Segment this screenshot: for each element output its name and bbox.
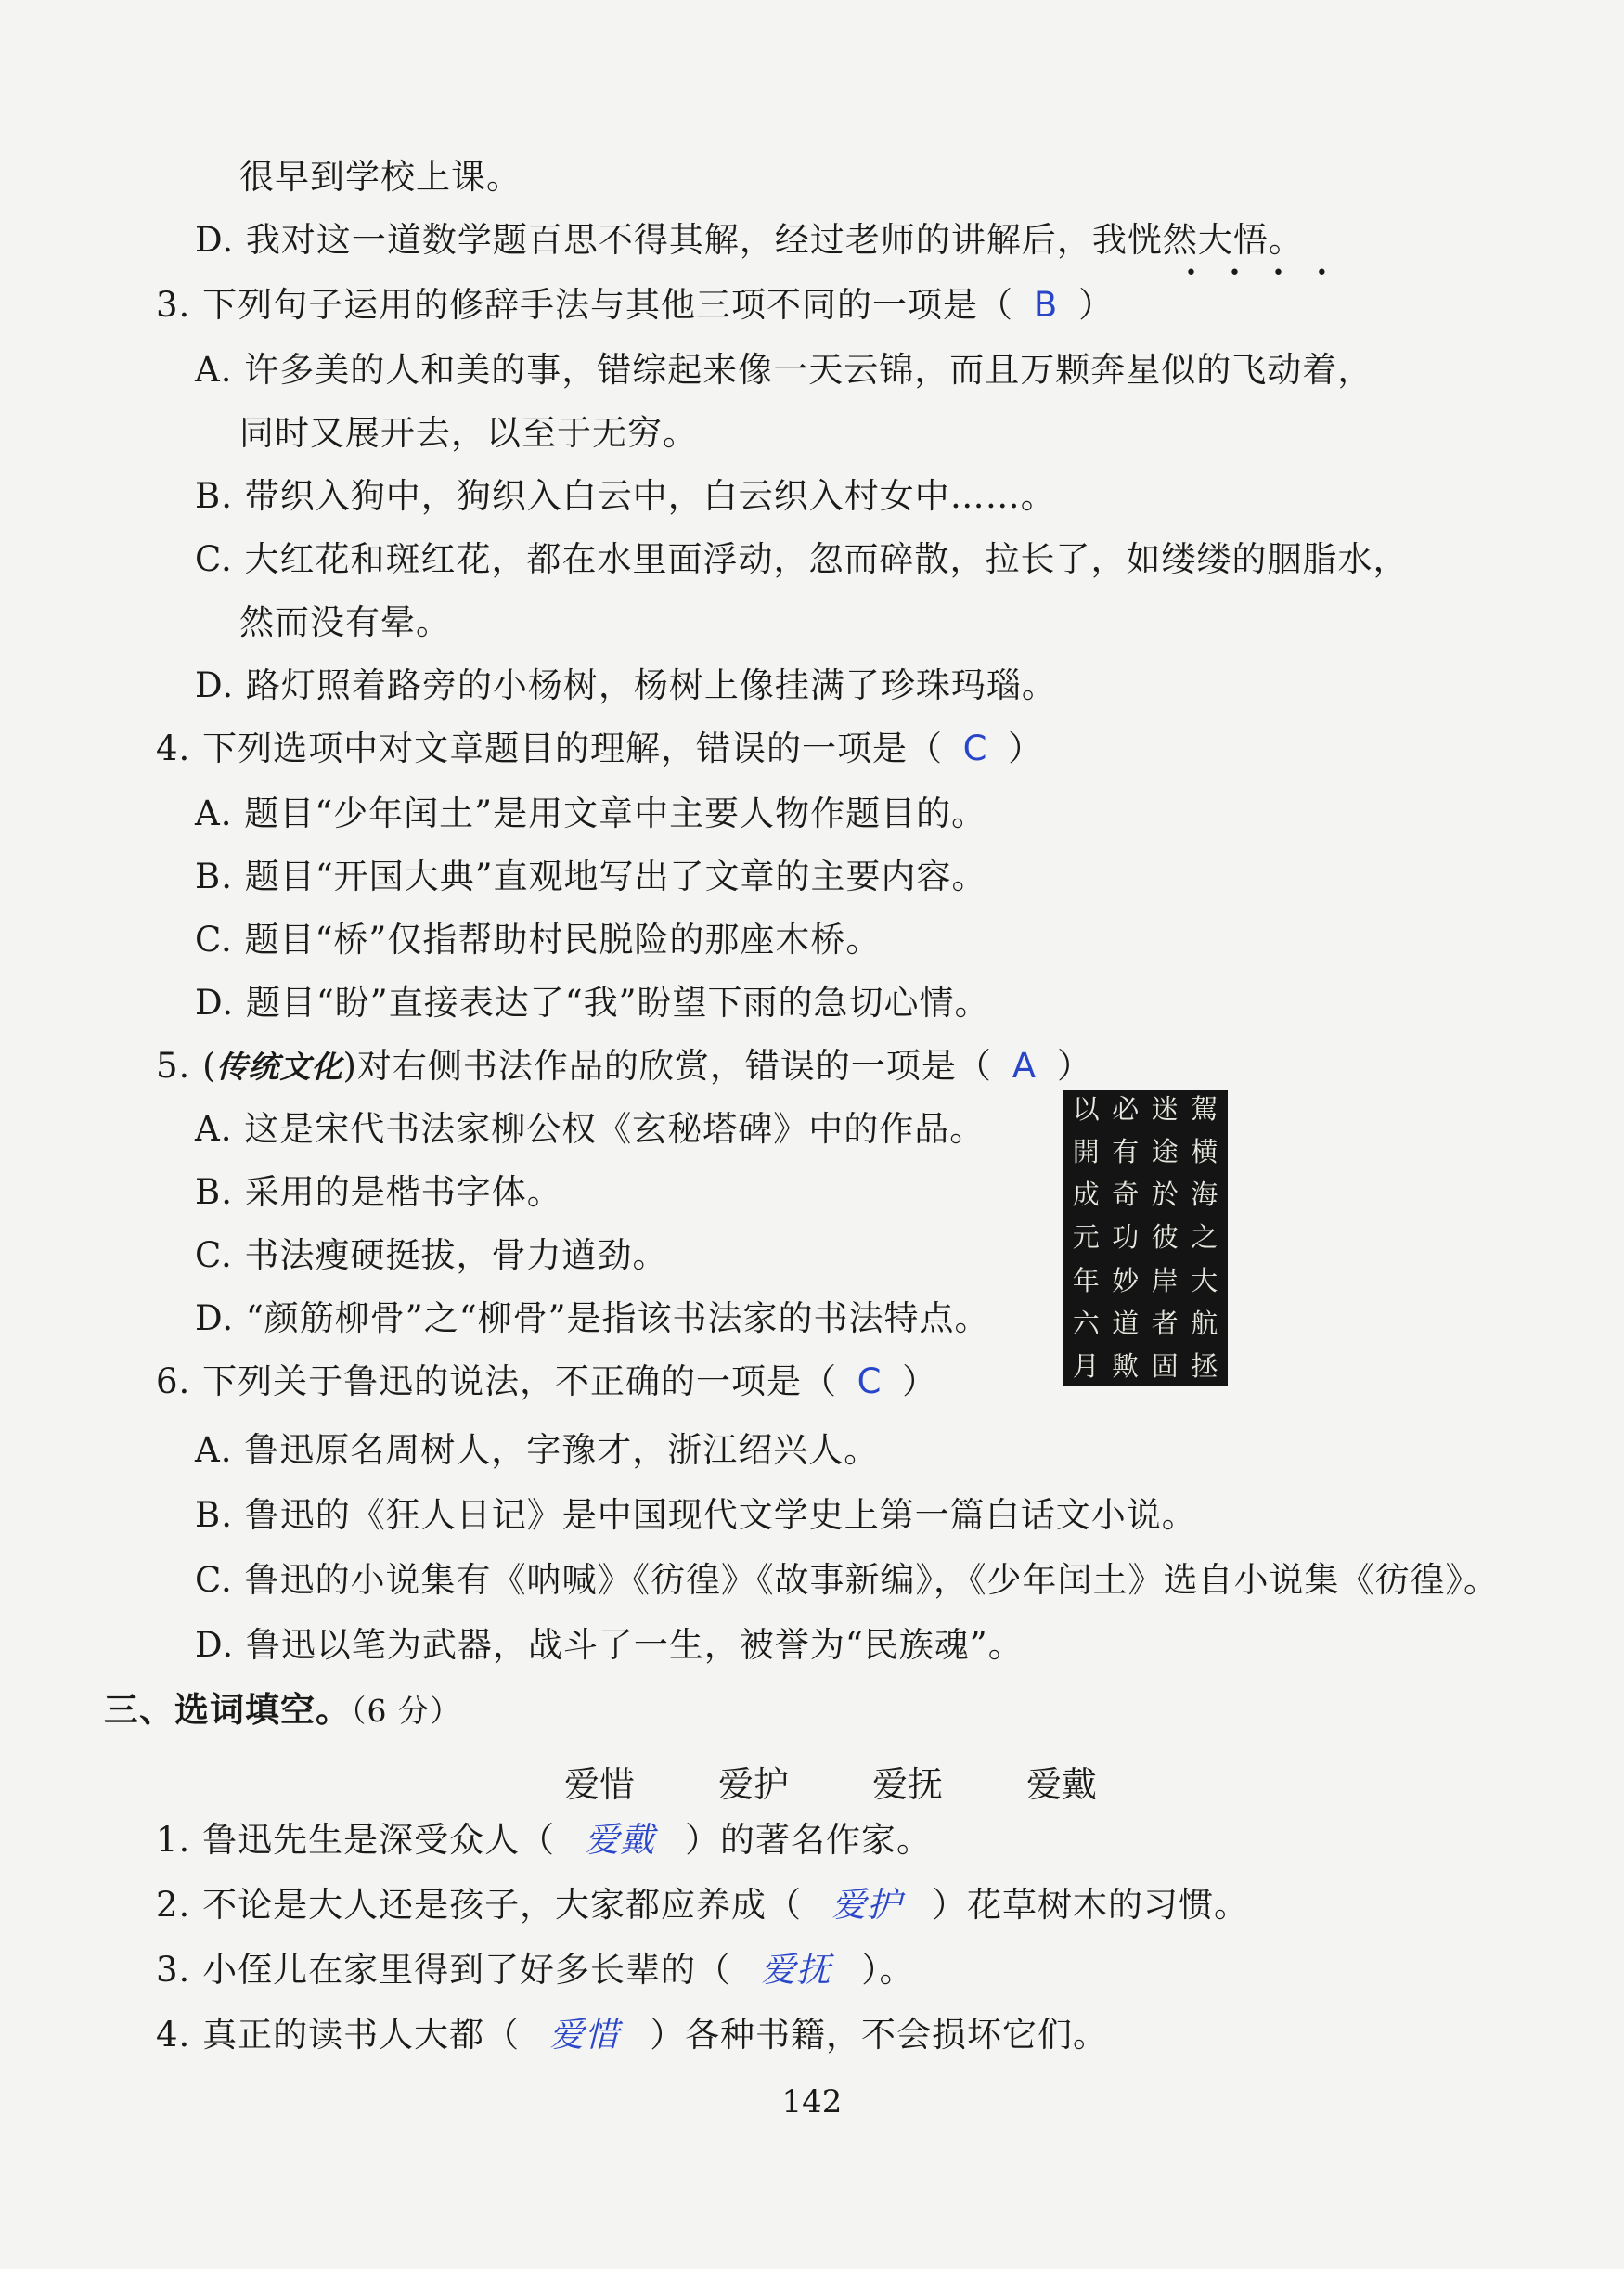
calligraphy-glyph: 者	[1151, 1307, 1179, 1339]
calligraphy-glyph: 於	[1151, 1179, 1179, 1211]
option-d: D. 鲁迅以笔为武器，战斗了一生，被誉为“民族魂”。	[195, 1625, 1024, 1665]
calligraphy-glyph: 有	[1112, 1136, 1140, 1168]
option-c: C. 书法瘦硬挺拔，骨力遒劲。	[195, 1235, 668, 1275]
option-a: A. 这是宋代书法家柳公权《玄秘塔碑》中的作品。	[195, 1109, 986, 1149]
option-a: A. 许多美的人和美的事，错综起来像一天云锦，而且万颗奔星似的飞动着，	[195, 350, 1373, 390]
option-c: C. 鲁迅的小说集有《呐喊》《彷徨》《故事新编》，《少年闰土》选自小说集《彷徨》。	[195, 1560, 1500, 1600]
calligraphy-glyph: 岸	[1151, 1264, 1179, 1296]
filled-answer: 爱抚	[761, 1950, 832, 1990]
option-a: A. 题目“少年闰土”是用文章中主要人物作题目的。	[195, 793, 987, 833]
option-c-cont: 然而没有晕。	[239, 602, 451, 642]
option-c: C. 题目“桥”仅指帮助村民脱险的那座木桥。	[195, 920, 882, 960]
option-b: B. 题目“开国大典”直观地写出了文章的主要内容。	[195, 857, 987, 896]
topic-tag: 传统文化	[216, 1049, 343, 1085]
calligraphy-glyph: 之	[1191, 1221, 1218, 1254]
calligraphy-glyph: 途	[1151, 1136, 1179, 1168]
option-d: D. 路灯照着路旁的小杨树，杨树上像挂满了珍珠玛瑙。	[195, 665, 1057, 705]
calligraphy-glyph: 海	[1191, 1179, 1218, 1211]
calligraphy-glyph: 必	[1112, 1093, 1140, 1125]
option-b: B. 采用的是楷书字体。	[195, 1172, 562, 1212]
fill-item-2: 2. 不论是大人还是孩子，大家都应养成（ 爱护 ）花草树木的习惯。	[156, 1885, 1250, 1925]
calligraphy-glyph: 彼	[1151, 1221, 1179, 1254]
word-bank	[0, 1756, 1624, 1807]
calligraphy-glyph: 迷	[1151, 1093, 1179, 1125]
text-line: D. 我对这一道数学题百思不得其解，经过老师的讲解后，我恍然大悟。	[195, 220, 1304, 260]
word-option: 爱惜	[563, 1764, 635, 1805]
calligraphy-glyph: 奇	[1112, 1179, 1140, 1211]
filled-answer: 爱护	[831, 1885, 903, 1925]
question-3: 3. 下列句子运用的修辞手法与其他三项不同的一项是（ B ）	[156, 285, 1115, 325]
calligraphy-glyph: 航	[1191, 1307, 1218, 1339]
answer-mark: C	[962, 728, 988, 768]
option-b: B. 带织入狗中，狗织入白云中，白云织入村女中……。	[195, 476, 1056, 516]
answer-mark: C	[857, 1361, 883, 1401]
calligraphy-glyph: 歟	[1112, 1349, 1140, 1382]
word-option: 爱护	[717, 1764, 789, 1805]
option-a-cont: 同时又展开去，以至于无穷。	[239, 413, 698, 453]
filled-answer: 爱惜	[549, 2015, 621, 2055]
answer-mark: B	[1033, 285, 1059, 325]
calligraphy-glyph: 道	[1112, 1307, 1140, 1339]
option-d: D. 题目“盼”直接表达了“我”盼望下雨的急切心情。	[195, 983, 990, 1023]
word-option: 爱抚	[872, 1764, 944, 1805]
calligraphy-glyph: 駕	[1191, 1093, 1218, 1125]
calligraphy-column-4	[1072, 1093, 1100, 1382]
fill-item-1: 1. 鲁迅先生是深受众人（ 爱戴 ）的著名作家。	[156, 1820, 933, 1860]
fill-item-3: 3. 小侄儿在家里得到了好多长辈的（ 爱抚 ）。	[156, 1950, 915, 1990]
calligraphy-glyph: 横	[1191, 1136, 1218, 1168]
calligraphy-column-2	[1151, 1093, 1179, 1382]
option-d: D. “颜筋柳骨”之“柳骨”是指该书法家的书法特点。	[195, 1298, 990, 1338]
calligraphy-column-3	[1112, 1093, 1140, 1382]
calligraphy-glyph: 拯	[1191, 1349, 1218, 1382]
calligraphy-image	[1063, 1090, 1228, 1386]
calligraphy-column-1	[1191, 1093, 1218, 1382]
question-5: 5. (传统文化)对右侧书法作品的欣赏，错误的一项是（ A ）	[156, 1046, 1092, 1086]
calligraphy-glyph: 月	[1072, 1349, 1100, 1382]
option-c: C. 大红花和斑红花，都在水里面浮动，忽而碎散，拉长了，如缕缕的胭脂水，	[195, 539, 1409, 579]
calligraphy-glyph: 六	[1072, 1307, 1100, 1339]
option-a: A. 鲁迅原名周树人，字豫才，浙江绍兴人。	[195, 1430, 880, 1470]
question-6: 6. 下列关于鲁迅的说法，不正确的一项是（ C ）	[156, 1361, 938, 1401]
text-line: 很早到学校上课。	[239, 157, 522, 197]
calligraphy-glyph: 以	[1072, 1093, 1100, 1125]
option-b: B. 鲁迅的《狂人日记》是中国现代文学史上第一篇白话文小说。	[195, 1495, 1197, 1535]
calligraphy-glyph: 固	[1151, 1349, 1179, 1382]
calligraphy-glyph: 妙	[1112, 1264, 1140, 1296]
filled-answer: 爱戴	[585, 1820, 656, 1860]
calligraphy-glyph: 功	[1112, 1221, 1140, 1254]
calligraphy-glyph: 開	[1072, 1136, 1100, 1168]
emphasis-dots: ••••	[1185, 262, 1360, 285]
answer-mark: A	[1012, 1046, 1038, 1086]
word-option: 爱戴	[1026, 1764, 1098, 1805]
page-number: 142	[781, 2083, 843, 2121]
fill-item-4: 4. 真正的读书人大都（ 爱惜 ）各种书籍，不会损坏它们。	[156, 2015, 1109, 2055]
calligraphy-glyph: 元	[1072, 1221, 1100, 1254]
calligraphy-glyph: 大	[1191, 1264, 1218, 1296]
question-4: 4. 下列选项中对文章题目的理解，错误的一项是（ C ）	[156, 728, 1044, 768]
calligraphy-glyph: 成	[1072, 1179, 1100, 1211]
section-heading: 三、选词填空。（6 分）	[104, 1689, 461, 1730]
calligraphy-glyph: 年	[1072, 1264, 1100, 1296]
